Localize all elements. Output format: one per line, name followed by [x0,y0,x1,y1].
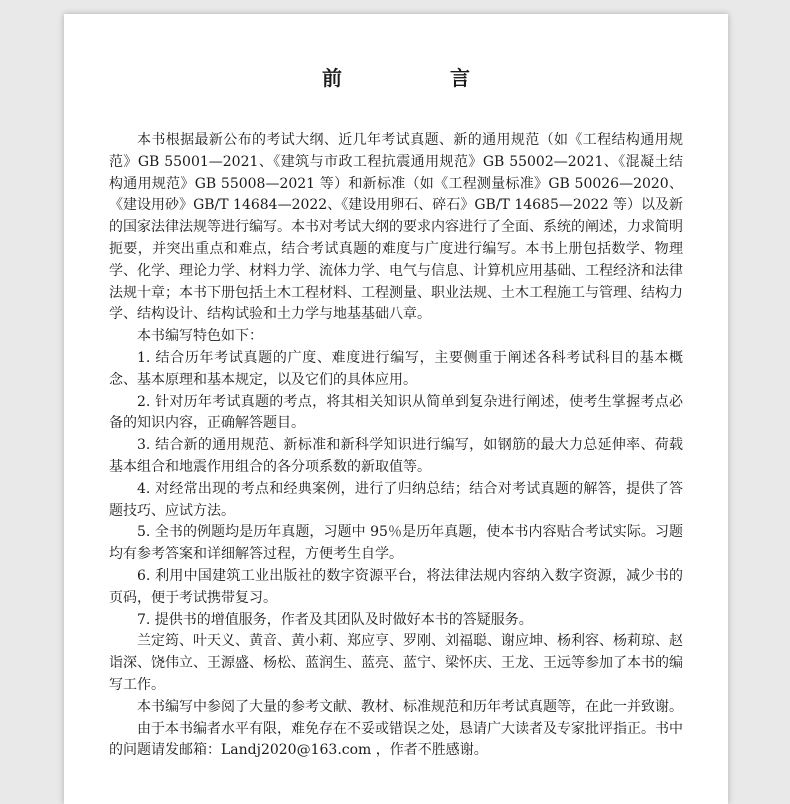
paragraph-intro: 本书根据最新公布的考试大纲、近几年考试真题、新的通用规范（如《工程结构通用规范》GB 55001—2021、《建筑与市政工程抗震通用规范》GB 55002—2021、《混凝土结构通用规范》GB 55008—2021 等）和新标准（如《工程测量标准》GB 50026—2020、《建设用砂》GB/T 14684—2022、《建设用卵石、碎石》GB/T 14685—2022 等）以及新的国家法律法规等进行编写。本书对考试大纲的要求内容进行了全面、系统的阐述，力求简明扼要，并突出重点和难点，结合考试真题的难度与广度进行编写。本书上册包括数学、物理学、化学、理论力学、材料力学、流体力学、电气与信息、计算机应用基础、工程经济和法律法规十章；本书下册包括土木工程材料、工程测量、职业法规、土木工程施工与管理、结构力学、结构设计、结构试验和土力学与地基基础八章。 [109,132,683,323]
paragraph-features-heading: 本书编写特色如下： [137,328,263,345]
paragraph-feature-4: 4. 对经常出现的考点和经典案例，进行了归纳总结；结合对考试真题的解答，提供了答题技巧、应试方法。 [109,480,683,519]
paragraph-feature-1: 1. 结合历年考试真题的广度、难度进行编写，主要侧重于阐述各科考试科目的基本概念、基本原理和基本规定，以及它们的具体应用。 [109,349,683,388]
page-title: 前 言 [322,66,514,90]
paragraph-feedback: 由于本书编者水平有限，难免存在不妥或错误之处，恳请广大读者及专家批评指正。书中的问题请发邮箱：Landj2020@163.com ，作者不胜感谢。 [109,720,683,759]
paragraph-feature-3: 3. 结合新的通用规范、新标准和新科学知识进行编写，如钢筋的最大力总延伸率、荷载基本组合和地震作用组合的各分项系数的新取值等。 [109,437,683,475]
paragraph-feature-6: 6. 利用中国建筑工业出版社的数字资源平台，将法律法规内容纳入数字资源，减少书的页码，便于考试携带复习。 [109,567,683,606]
paragraph-feature-7: 7. 提供书的增值服务，作者及其团队及时做好本书的答疑服务。 [137,611,533,628]
paragraph-feature-5: 5. 全书的例题均是历年真题，习题中 95％是历年真题，使本书内容贴合考试实际。习题均有参考答案和详细解答过程，方便考生自学。 [109,524,683,563]
paragraph-feature-2: 2. 针对历年考试真题的考点，将其相关知识从简单到复杂进行阐述，使考生掌握考点必备的知识内容，正确解答题目。 [109,393,683,432]
document-page [64,14,728,804]
paragraph-authors: 兰定筠、叶天义、黄音、黄小莉、郑应亨、罗刚、刘福聪、谢应坤、杨利容、杨莉琼、赵诣深、饶伟立、王源盛、杨松、蓝润生、蓝亮、蓝宁、梁怀庆、王龙、王远等参加了本书的编写工作。 [109,633,683,693]
paragraph-acknowledgement: 本书编写中参阅了大量的参考文献、教材、标准规范和历年考试真题等，在此一并致谢。 [137,698,683,715]
